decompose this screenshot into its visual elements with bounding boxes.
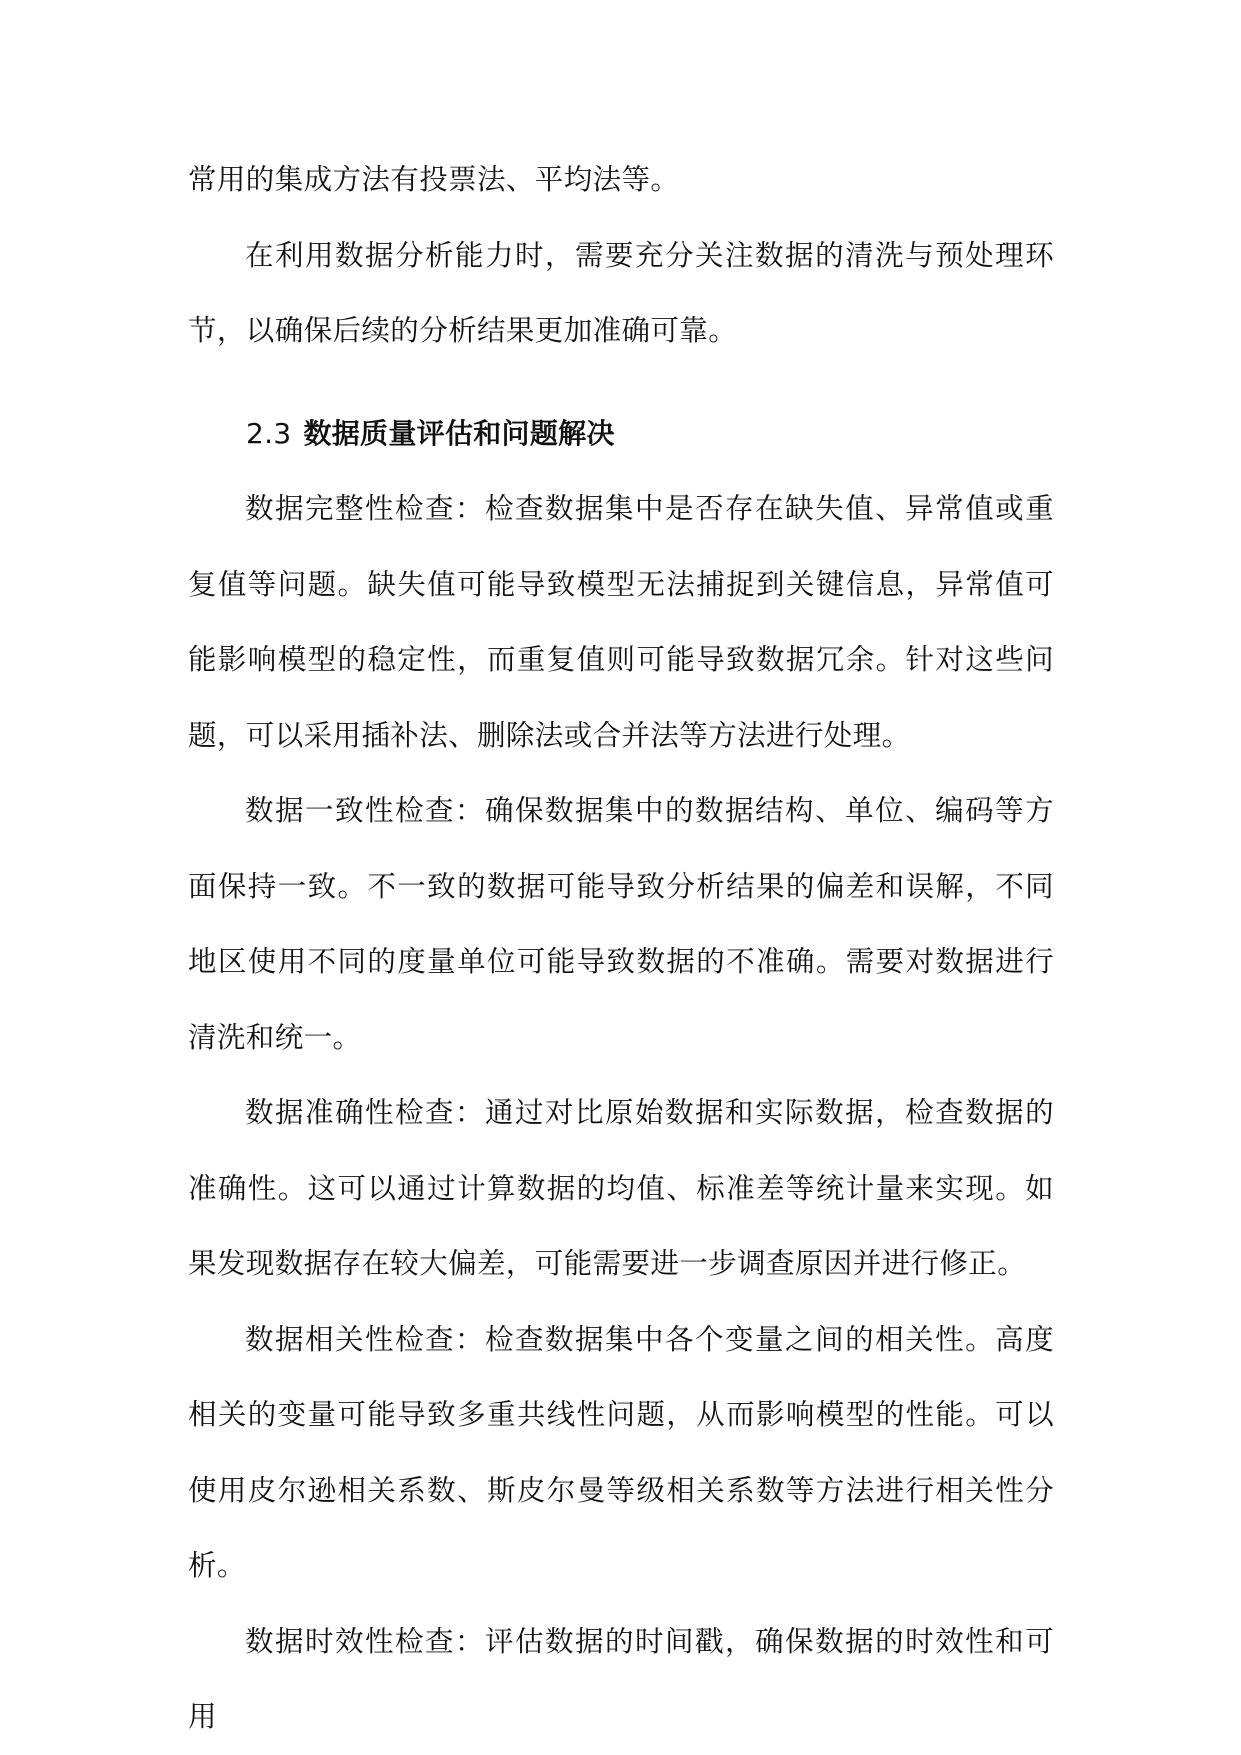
section-heading <box>188 396 1054 472</box>
paragraph-data-cleaning-note: 在利用数据分析能力时，需要充分关注数据的清洗与预处理环节，以确保后续的分析结果更加准确可靠。 <box>188 238 1054 347</box>
section-title: 数据质量评估和问题解决 <box>303 416 615 450</box>
document-body <box>188 142 1054 1755</box>
paragraph-consistency-check: 数据一致性检查：确保数据集中的数据结构、单位、编码等方面保持一致。不一致的数据可能导致分析结果的偏差和误解，不同地区使用不同的度量单位可能导致数据的不准确。需要对数据进行清洗和统一。 <box>188 794 1054 1054</box>
paragraph-correlation-check: 数据相关性检查：检查数据集中各个变量之间的相关性。高度相关的变量可能导致多重共线性问题，从而影响模型的性能。可以使用皮尔逊相关系数、斯皮尔曼等级相关系数等方法进行相关性分析。 <box>188 1322 1054 1582</box>
paragraph-accuracy-check: 数据准确性检查：通过对比原始数据和实际数据，检查数据的准确性。这可以通过计算数据的均值、标准差等统计量来实现。如果发现数据存在较大偏差，可能需要进一步调查原因并进行修正。 <box>188 1096 1054 1280</box>
section-number: 2.3 <box>246 416 292 450</box>
paragraph-timeliness-check: 数据时效性检查：评估数据的时间戳，确保数据的时效性和可用 <box>188 1624 1054 1733</box>
paragraph-continuation: 常用的集成方法有投票法、平均法等。 <box>188 163 680 196</box>
paragraph-completeness-check: 数据完整性检查：检查数据集中是否存在缺失值、异常值或重复值等问题。缺失值可能导致模型无法捕捉到关键信息，异常值可能影响模型的稳定性，而重复值则可能导致数据冗余。针对这些问题，可以采用插补法、删除法或合并法等方法进行处理。 <box>188 492 1054 752</box>
